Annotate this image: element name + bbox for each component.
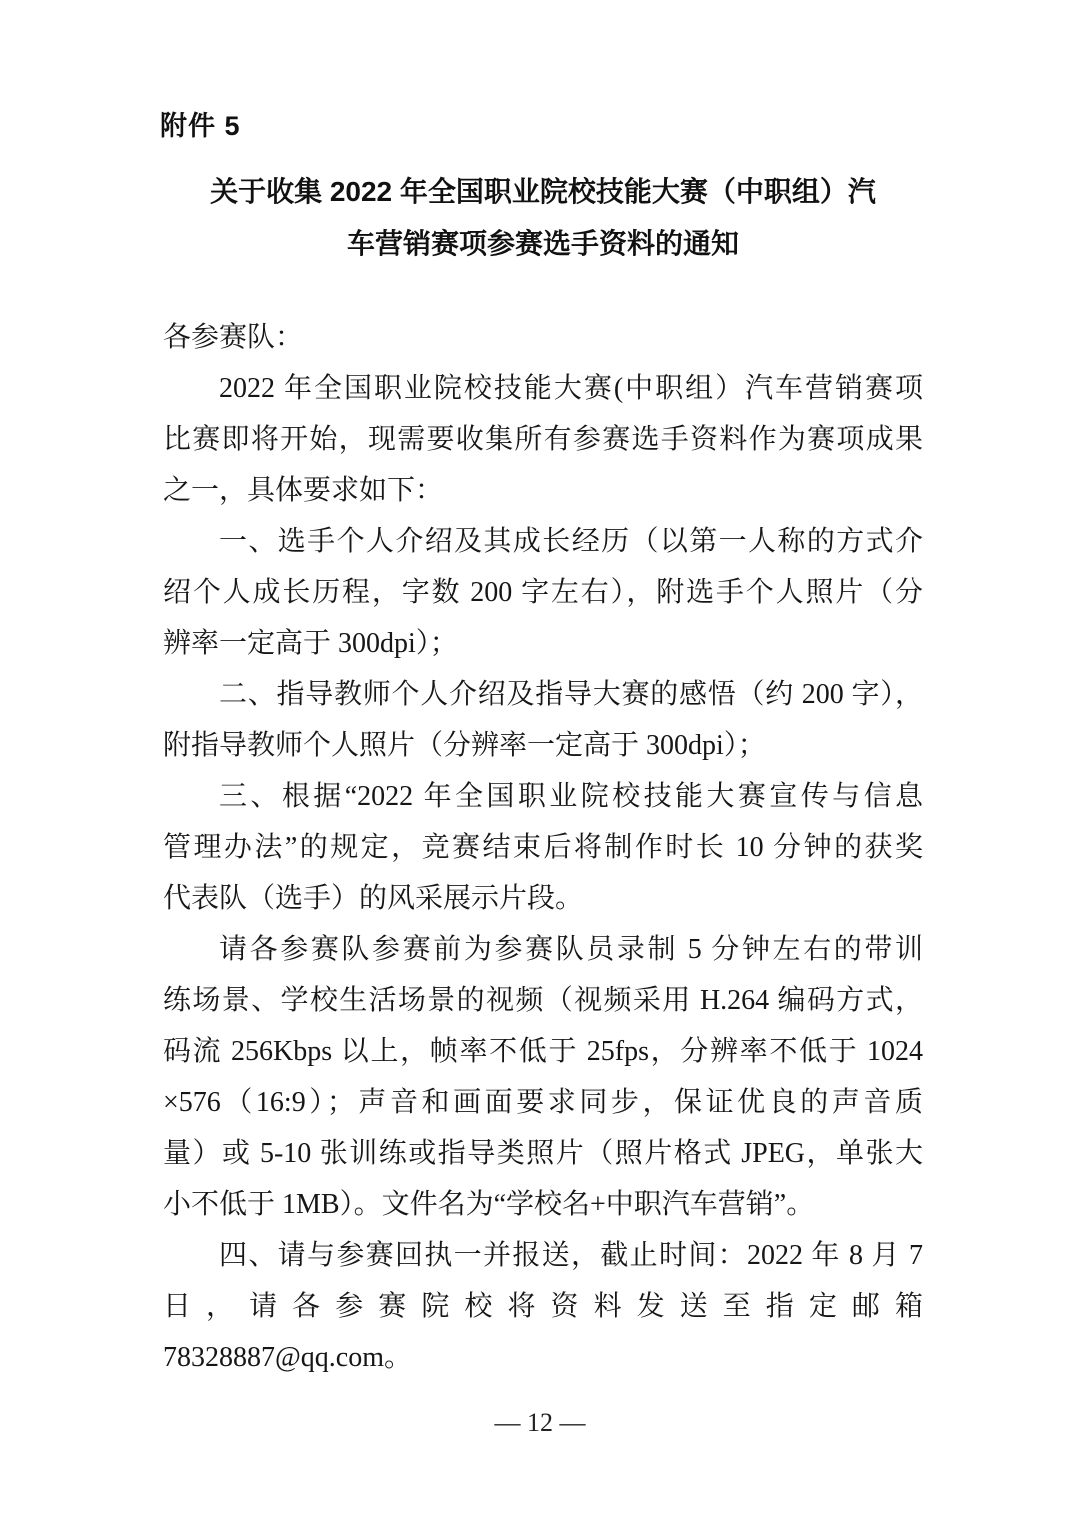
body-line-10: 三、根据“2022 年全国职业院校技能大赛宣传与信息 <box>219 781 923 812</box>
body-line-18: 小不低于 1MB）。文件名为“学校名+中职汽车营销”。 <box>163 1189 815 1220</box>
body-line-7: 辨率一定高于 300dpi）； <box>163 628 458 659</box>
page-number: — 12 — <box>494 1408 586 1437</box>
document-body <box>163 312 923 1383</box>
body-line-12: 代表队（选手）的风采展示片段。 <box>163 883 584 914</box>
title-line-1: 关于收集 2022 年全国职业院校技能大赛（中职组）汽 <box>210 176 876 207</box>
body-line-20: 日，请各参赛院校将资料发送至指定邮箱 <box>163 1291 923 1322</box>
body-line-14: 练场景、学校生活场景的视频（视频采用 H.264 编码方式， <box>163 985 923 1016</box>
body-line-11: 管理办法”的规定，竞赛结束后将制作时长 10 分钟的获奖 <box>163 832 923 863</box>
body-line-3: 比赛即将开始，现需要收集所有参赛选手资料作为赛项成果 <box>163 424 923 455</box>
document-title <box>163 166 923 270</box>
body-line-2: 2022 年全国职业院校技能大赛(中职组）汽车营销赛项 <box>219 373 923 404</box>
body-line-5: 一、选手个人介绍及其成长经历（以第一人称的方式介 <box>219 526 923 557</box>
body-line-8: 二、指导教师个人介绍及指导大赛的感悟（约 200 字）， <box>219 679 923 710</box>
body-line-9: 附指导教师个人照片（分辨率一定高于 300dpi）； <box>163 730 766 761</box>
body-line-19: 四、请与参赛回执一并报送，截止时间：2022 年 8 月 7 <box>219 1240 923 1271</box>
body-line-4: 之一，具体要求如下： <box>163 475 444 506</box>
body-line-6: 绍个人成长历程，字数 200 字左右），附选手个人照片（分 <box>163 577 923 608</box>
body-line-16: ×576（16:9）；声音和画面要求同步，保证优良的声音质 <box>163 1087 923 1118</box>
body-line-15: 码流 256Kbps 以上，帧率不低于 25fps，分辨率不低于 1024 <box>163 1036 923 1067</box>
email-address: 78328887@qq.com。 <box>163 1342 412 1373</box>
title-line-2: 车营销赛项参赛选手资料的通知 <box>346 228 739 259</box>
body-line-17: 量）或 5-10 张训练或指导类照片（照片格式 JPEG，单张大 <box>163 1138 923 1169</box>
body-line-13: 请各参赛队参赛前为参赛队员录制 5 分钟左右的带训 <box>219 934 923 965</box>
attachment-label: 附件 5 <box>160 111 241 141</box>
salutation: 各参赛队： <box>163 322 304 353</box>
